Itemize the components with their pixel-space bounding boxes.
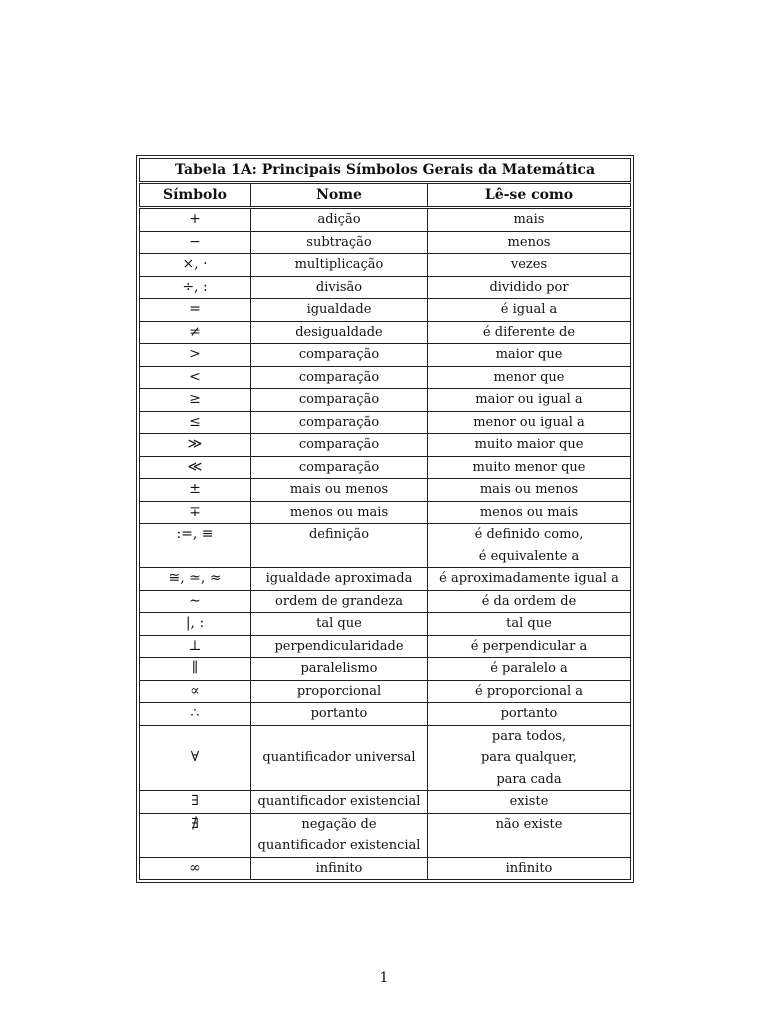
read-as-cell: infinito <box>428 857 631 880</box>
read-as-cell <box>428 725 631 791</box>
name-cell: tal que <box>251 613 428 636</box>
symbol-cell: ≫ <box>140 434 251 457</box>
table-row <box>140 703 631 726</box>
table-row <box>140 344 631 367</box>
table-row <box>140 568 631 591</box>
symbol-cell: = <box>140 299 251 322</box>
symbol-cell: ⊥ <box>140 635 251 658</box>
symbol-cell: ≪ <box>140 456 251 479</box>
read-as-cell: muito menor que <box>428 456 631 479</box>
symbol-cell: + <box>140 208 251 232</box>
name-cell: subtração <box>251 231 428 254</box>
read-as-cell-line: para cada <box>496 771 562 787</box>
table-row <box>140 857 631 880</box>
name-cell: ordem de grandeza <box>251 590 428 613</box>
symbol-cell: ≤ <box>140 411 251 434</box>
read-as-cell: menor que <box>428 366 631 389</box>
table-row <box>140 299 631 322</box>
table-row <box>140 524 631 568</box>
table-row <box>140 658 631 681</box>
table-row <box>140 231 631 254</box>
symbol-cell: ∥ <box>140 658 251 681</box>
read-as-cell: é da ordem de <box>428 590 631 613</box>
read-as-cell: maior ou igual a <box>428 389 631 412</box>
read-as-cell-line: é definido como, <box>474 527 584 542</box>
read-as-cell: mais <box>428 208 631 232</box>
symbol-cell: > <box>140 344 251 367</box>
header-name: Nome <box>251 183 428 208</box>
table-row <box>140 434 631 457</box>
table-row <box>140 208 631 232</box>
table-row <box>140 479 631 502</box>
symbol-cell: ∃ <box>140 791 251 814</box>
table-row <box>140 680 631 703</box>
symbol-cell: ∝ <box>140 680 251 703</box>
read-as-cell: dividido por <box>428 276 631 299</box>
symbol-cell: |, : <box>140 613 251 636</box>
name-cell: comparação <box>251 344 428 367</box>
read-as-cell: mais ou menos <box>428 479 631 502</box>
name-cell: menos ou mais <box>251 501 428 524</box>
symbol-cell: ∓ <box>140 501 251 524</box>
name-cell: definição <box>251 524 428 568</box>
table-row <box>140 456 631 479</box>
symbol-cell: < <box>140 366 251 389</box>
read-as-cell: vezes <box>428 254 631 277</box>
read-as-cell-line: para todos, <box>491 728 567 744</box>
table-row <box>140 366 631 389</box>
symbols-table-frame <box>136 155 634 883</box>
name-cell: comparação <box>251 434 428 457</box>
table-title: Tabela 1A: Principais Símbolos Gerais da Matemática <box>140 159 631 183</box>
read-as-cell: é igual a <box>428 299 631 322</box>
table-row <box>140 411 631 434</box>
symbol-cell: ∄ <box>140 813 251 857</box>
table-row <box>140 725 631 791</box>
name-cell: infinito <box>251 857 428 880</box>
name-cell-line: negação de <box>301 816 377 832</box>
name-cell: desigualdade <box>251 321 428 344</box>
symbol-cell: ×, · <box>140 254 251 277</box>
read-as-cell: é paralelo a <box>428 658 631 681</box>
read-as-cell: tal que <box>428 613 631 636</box>
name-cell: igualdade aproximada <box>251 568 428 591</box>
symbol-cell: ÷, : <box>140 276 251 299</box>
table-row <box>140 321 631 344</box>
name-cell: quantificador existencial <box>251 791 428 814</box>
read-as-cell: existe <box>428 791 631 814</box>
read-as-cell: menos ou mais <box>428 501 631 524</box>
read-as-cell <box>428 524 631 568</box>
read-as-cell: maior que <box>428 344 631 367</box>
table-row <box>140 635 631 658</box>
symbol-cell: ± <box>140 479 251 502</box>
header-read-as: Lê-se como <box>428 183 631 208</box>
symbol-cell: ∴ <box>140 703 251 726</box>
read-as-cell-line: é equivalente a <box>478 548 580 564</box>
name-cell: divisão <box>251 276 428 299</box>
table-row <box>140 813 631 857</box>
name-cell: multiplicação <box>251 254 428 277</box>
name-cell: mais ou menos <box>251 479 428 502</box>
table-row <box>140 501 631 524</box>
name-cell <box>251 813 428 857</box>
name-cell: paralelismo <box>251 658 428 681</box>
read-as-cell: menos <box>428 231 631 254</box>
symbol-cell: ≠ <box>140 321 251 344</box>
read-as-cell: é proporcional a <box>428 680 631 703</box>
header-symbol: Símbolo <box>140 183 251 208</box>
symbol-cell: ∞ <box>140 857 251 880</box>
page-number: 1 <box>379 970 389 986</box>
name-cell: portanto <box>251 703 428 726</box>
read-as-cell: menor ou igual a <box>428 411 631 434</box>
read-as-cell: não existe <box>428 813 631 857</box>
symbol-cell: ≅, ≃, ≈ <box>140 568 251 591</box>
read-as-cell: muito maior que <box>428 434 631 457</box>
symbol-cell: ∀ <box>140 725 251 791</box>
name-cell-line: quantificador existencial <box>257 838 421 853</box>
name-cell: quantificador universal <box>251 725 428 791</box>
table-row <box>140 590 631 613</box>
symbol-cell: :=, ≡ <box>140 524 251 568</box>
read-as-cell: é perpendicular a <box>428 635 631 658</box>
name-cell: proporcional <box>251 680 428 703</box>
name-cell: comparação <box>251 456 428 479</box>
name-cell: comparação <box>251 411 428 434</box>
table-row <box>140 276 631 299</box>
read-as-cell: portanto <box>428 703 631 726</box>
table-row <box>140 791 631 814</box>
symbol-cell: ∼ <box>140 590 251 613</box>
symbols-table <box>139 158 631 880</box>
table-row <box>140 389 631 412</box>
read-as-cell: é diferente de <box>428 321 631 344</box>
read-as-cell-line: para qualquer, <box>480 750 578 765</box>
name-cell: adição <box>251 208 428 232</box>
symbol-cell: − <box>140 231 251 254</box>
name-cell: igualdade <box>251 299 428 322</box>
symbol-cell: ≥ <box>140 389 251 412</box>
table-row <box>140 613 631 636</box>
name-cell: comparação <box>251 366 428 389</box>
name-cell: comparação <box>251 389 428 412</box>
read-as-cell: é aproximadamente igual a <box>428 568 631 591</box>
name-cell: perpendicularidade <box>251 635 428 658</box>
table-body <box>140 208 631 880</box>
table-row <box>140 254 631 277</box>
